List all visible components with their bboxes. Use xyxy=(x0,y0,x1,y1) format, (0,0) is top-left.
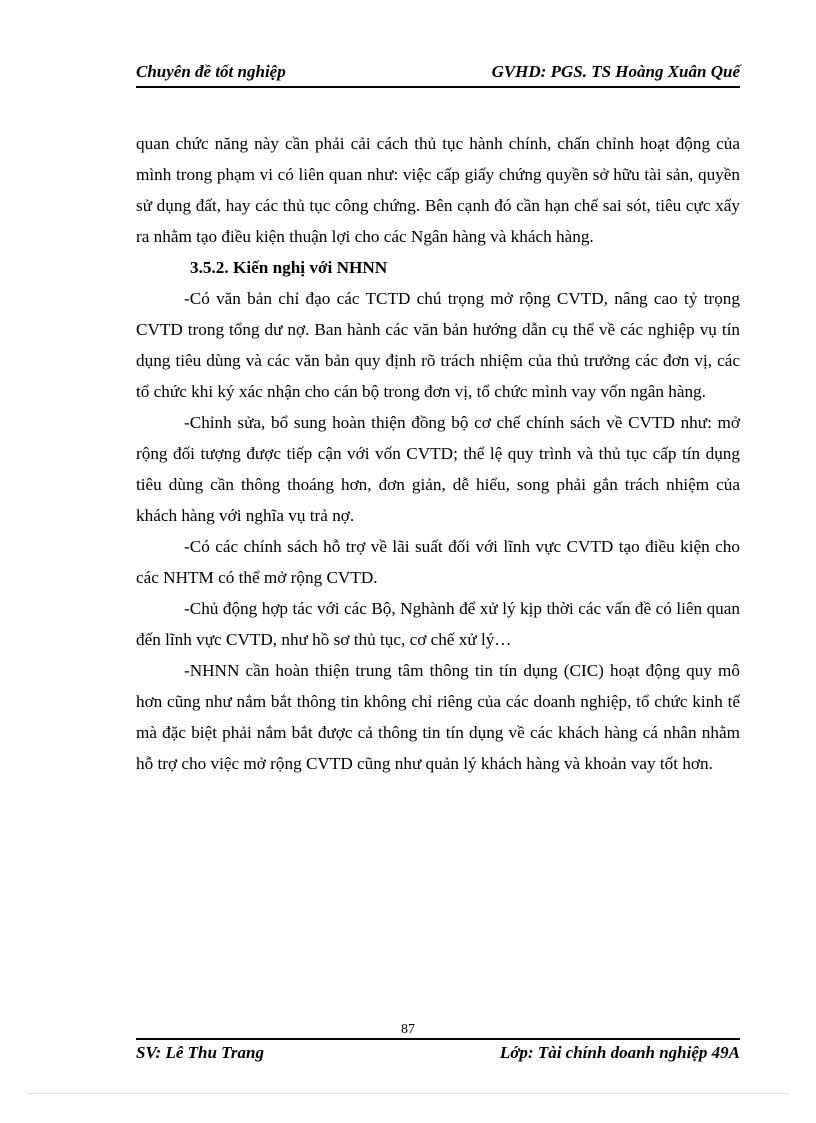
header-title: Chuyên đề tốt nghiệp xyxy=(136,62,286,81)
recommendation-item: -Chủ động hợp tác với các Bộ, Nghành để xử lý kịp thời các vấn đề có liên quan đến lĩnh vực CVTD, như hồ sơ thủ tục, cơ chế xử lý… xyxy=(136,599,740,649)
page-bottom-border xyxy=(28,1093,788,1094)
page-number: 87 xyxy=(401,1022,415,1037)
footer-divider xyxy=(136,1038,740,1040)
recommendation-item: -Có văn bản chỉ đạo các TCTD chú trọng mở rộng CVTD, nâng cao tỷ trọng CVTD trong tổng dư nợ. Ban hành các văn bản hướng dẫn cụ thể về các nghiệp vụ tín dụng tiêu dùng và các văn bản quy định rõ trách nhiệm của thủ trưởng các đơn vị, các tổ chức khi ký xác nhận cho cán bộ trong đơn vị, tổ chức mình vay vốn ngân hàng. xyxy=(136,289,740,401)
section-heading: 3.5.2. Kiến nghị với NHNN xyxy=(190,258,388,277)
recommendation-item: -Có các chính sách hỗ trợ về lãi suất đối với lĩnh vực CVTD tạo điều kiện cho các NHTM có thể mở rộng CVTD. xyxy=(136,537,740,587)
recommendation-item: -NHNN cần hoàn thiện trung tâm thông tin tín dụng (CIC) hoạt động quy mô hơn cũng như nắm bắt thông tin không chỉ riêng của các doanh nghiệp, tổ chức kinh tế mà đặc biệt phải nắm bắt được cả thông tin tín dụng về các khách hàng cá nhân nhằm hỗ trợ cho việc mở rộng CVTD cũng như quản lý khách hàng và khoản vay tốt hơn. xyxy=(136,661,740,773)
footer-class: Lớp: Tài chính doanh nghiệp 49A xyxy=(499,1043,740,1062)
body-paragraph: quan chức năng này cần phải cải cách thủ tục hành chính, chấn chỉnh hoạt động của mình trong phạm vi có liên quan như: việc cấp giấy chứng quyền sở hữu tài sản, quyền sử dụng đất, hay các thủ tục công chứng. Bên cạnh đó cần hạn chế sai sót, tiêu cực xẩy ra nhằm tạo điều kiện thuận lợi cho các Ngân hàng và khách hàng. xyxy=(136,134,740,246)
footer-student: SV: Lê Thu Trang xyxy=(136,1043,264,1062)
page-footer xyxy=(136,1043,740,1067)
recommendation-item: -Chỉnh sửa, bổ sung hoàn thiện đồng bộ cơ chế chính sách về CVTD như: mở rộng đối tượng được tiếp cận với vốn CVTD; thể lệ quy trình và thủ tục cấp tín dụng tiêu dùng cần thông thoáng hơn, đơn giản, dễ hiểu, song phải gắn trách nhiệm của khách hàng với nghĩa vụ trả nợ. xyxy=(136,413,740,525)
header-advisor: GVHD: PGS. TS Hoàng Xuân Quế xyxy=(491,62,740,81)
page-header xyxy=(136,60,740,88)
page-body xyxy=(136,128,740,779)
